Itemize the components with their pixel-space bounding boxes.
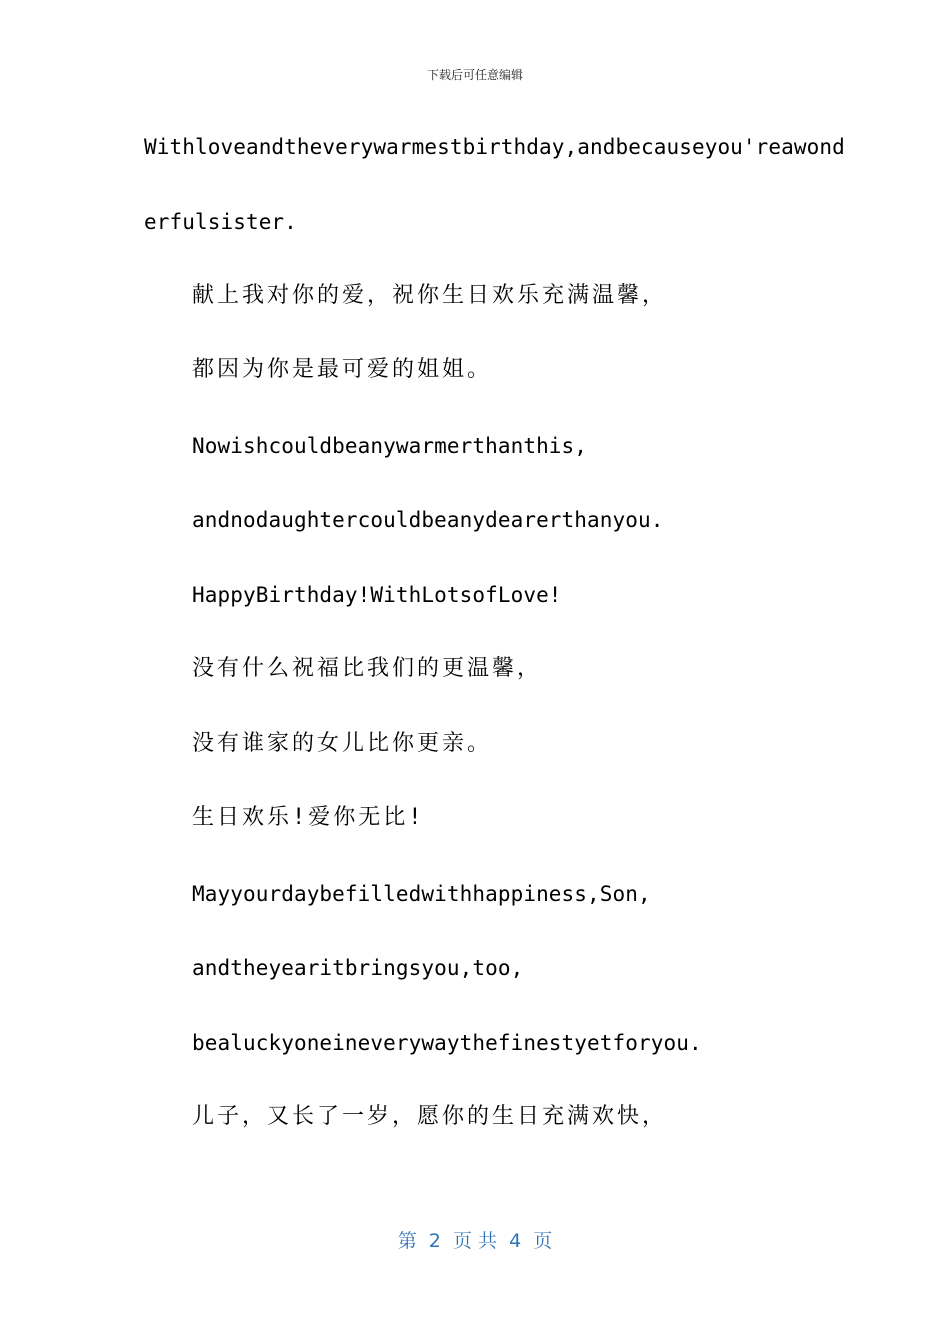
text-line: andtheyearitbringsyou,too, (192, 956, 524, 980)
text-line: 没有谁家的女儿比你更亲。 (192, 731, 493, 756)
text-line: andnodaughtercouldbeanydearerthanyou. (192, 508, 664, 532)
text-line: 都因为你是最可爱的姐姐。 (192, 357, 493, 382)
text-line: Withloveandtheverywarmestbirthday,andbecauseyou'reawond (144, 135, 845, 159)
text-line: Nowishcouldbeanywarmerthanthis, (192, 434, 588, 458)
text-line: Mayyourdaybefilledwithhappiness,Son, (192, 882, 651, 906)
text-line: bealuckyoneineverywaythefinestyetforyou. (192, 1031, 702, 1055)
text-line: HappyBirthday!WithLotsofLove! (192, 583, 562, 607)
text-line: 儿子，又长了一岁，愿你的生日充满欢快， (192, 1104, 668, 1129)
page-number: 第 2 页 共 4 页 (397, 1230, 553, 1252)
text-line: 献上我对你的爱，祝你生日欢乐充满温馨， (192, 283, 668, 308)
text-line: erfulsister. (144, 210, 297, 234)
text-line: 生日欢乐!爱你无比! (192, 805, 425, 830)
text-line: 没有什么祝福比我们的更温馨， (192, 656, 543, 681)
download-note: 下载后可任意编辑 (426, 68, 523, 82)
